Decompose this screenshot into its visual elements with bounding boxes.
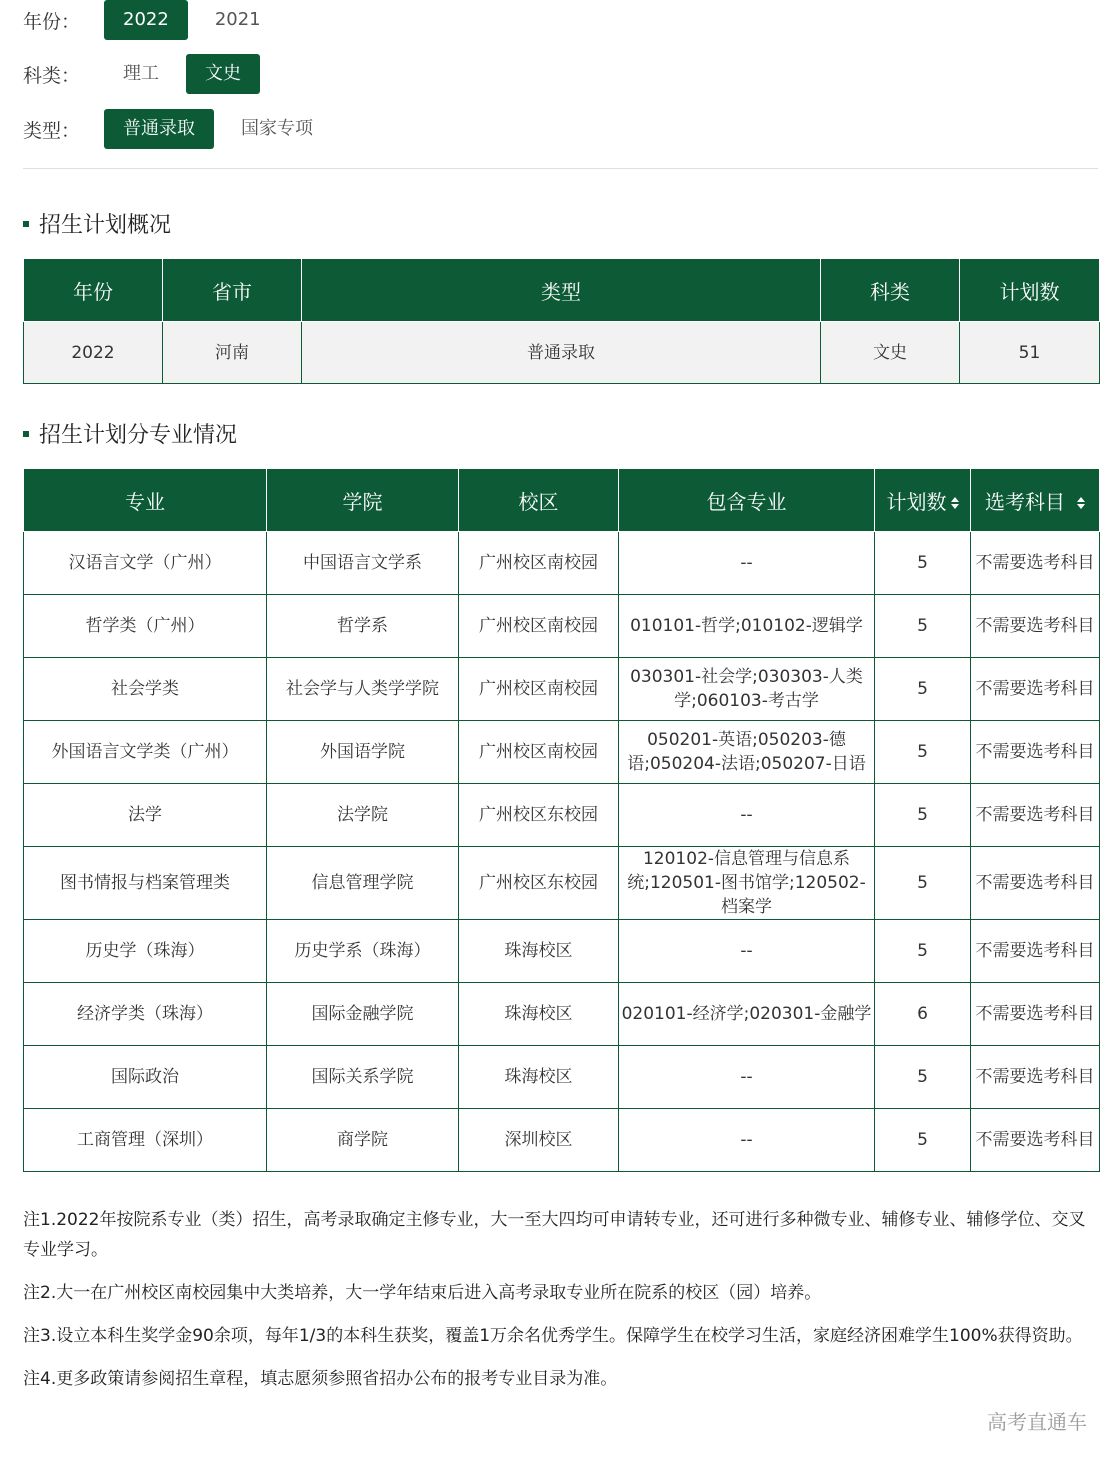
year-option-2021[interactable]: 2021 — [214, 9, 261, 30]
cell-college: 外国语学院 — [267, 721, 459, 784]
cell-included-majors: 020101-经济学;020301-金融学 — [619, 983, 875, 1046]
cell-major: 经济学类（珠海） — [24, 983, 267, 1046]
cell-included-majors: 120102-信息管理与信息系统;120501-图书馆学;120502-档案学 — [619, 847, 875, 920]
overview-title-text: 招生计划概况 — [39, 213, 172, 238]
table-row — [24, 721, 1100, 784]
cell-plan-count: 5 — [875, 920, 971, 983]
table-row — [24, 847, 1100, 920]
bullet-icon — [23, 221, 29, 227]
cell-college: 中国语言文学系 — [267, 532, 459, 595]
cell-plan-count: 5 — [875, 532, 971, 595]
majors-header-major: 专业 — [24, 469, 267, 532]
cell-major: 外国语言文学类（广州） — [24, 721, 267, 784]
year-option-2022[interactable]: 2022 — [104, 0, 188, 40]
majors-section-title — [23, 418, 237, 449]
cell-plan-count: 5 — [875, 847, 971, 920]
cell-plan-count: 5 — [875, 721, 971, 784]
cell-subjects: 不需要选考科目 — [971, 721, 1100, 784]
cell-subjects: 不需要选考科目 — [971, 983, 1100, 1046]
overview-header-row — [24, 259, 1100, 322]
cell-subjects: 不需要选考科目 — [971, 532, 1100, 595]
bullet-icon — [23, 431, 29, 437]
cell-campus: 珠海校区 — [459, 983, 619, 1046]
cell-major: 法学 — [24, 784, 267, 847]
overview-header-plan-count: 计划数 — [960, 259, 1100, 322]
majors-title-text: 招生计划分专业情况 — [39, 423, 238, 448]
category-option-science[interactable]: 理工 — [123, 63, 159, 84]
majors-header-included: 包含专业 — [619, 469, 875, 532]
filter-year-label: 年份： — [23, 10, 81, 33]
table-row — [24, 920, 1100, 983]
filter-type-label: 类型： — [23, 119, 81, 142]
cell-included-majors: -- — [619, 784, 875, 847]
plan-count-header-text: 计划数 — [886, 489, 947, 514]
overview-header-year: 年份 — [24, 259, 163, 322]
cell-campus: 珠海校区 — [459, 920, 619, 983]
cell-college: 国际金融学院 — [267, 983, 459, 1046]
cell-included-majors: -- — [619, 1046, 875, 1109]
filter-category — [23, 54, 268, 94]
note-item: 注3.设立本科生奖学金90余项，每年1/3的本科生获奖，覆盖1万余名优秀学生。保障学生在校学习生活，家庭经济困难学生100%获得资助。 — [23, 1326, 1083, 1346]
filter-divider — [23, 168, 1098, 169]
table-row — [24, 658, 1100, 721]
majors-table — [23, 468, 1100, 1172]
overview-cell-type: 普通录取 — [302, 322, 821, 384]
majors-header-plan-count[interactable] — [875, 469, 971, 532]
cell-campus: 广州校区南校园 — [459, 721, 619, 784]
cell-plan-count: 5 — [875, 1109, 971, 1172]
cell-subjects: 不需要选考科目 — [971, 1109, 1100, 1172]
table-row — [24, 532, 1100, 595]
filter-type — [23, 109, 340, 149]
cell-college: 历史学系（珠海） — [267, 920, 459, 983]
cell-subjects: 不需要选考科目 — [971, 784, 1100, 847]
overview-table — [23, 258, 1100, 384]
table-row — [24, 983, 1100, 1046]
cell-college: 哲学系 — [267, 595, 459, 658]
cell-included-majors: 010101-哲学;010102-逻辑学 — [619, 595, 875, 658]
majors-body — [24, 532, 1100, 1172]
cell-included-majors: -- — [619, 532, 875, 595]
cell-major: 图书情报与档案管理类 — [24, 847, 267, 920]
cell-college: 信息管理学院 — [267, 847, 459, 920]
cell-plan-count: 6 — [875, 983, 971, 1046]
overview-header-province: 省市 — [163, 259, 302, 322]
overview-cell-province: 河南 — [163, 322, 302, 384]
cell-campus: 广州校区南校园 — [459, 532, 619, 595]
notes — [23, 1205, 1098, 1407]
cell-major: 社会学类 — [24, 658, 267, 721]
cell-campus: 广州校区南校园 — [459, 595, 619, 658]
cell-college: 社会学与人类学学院 — [267, 658, 459, 721]
watermark: 高考直通车 — [987, 1410, 1087, 1434]
cell-college: 商学院 — [267, 1109, 459, 1172]
cell-major: 历史学（珠海） — [24, 920, 267, 983]
cell-subjects: 不需要选考科目 — [971, 920, 1100, 983]
cell-subjects: 不需要选考科目 — [971, 658, 1100, 721]
sort-icon[interactable] — [1077, 497, 1085, 509]
sort-icon[interactable] — [951, 497, 959, 509]
table-row — [24, 784, 1100, 847]
majors-header-row — [24, 469, 1100, 532]
cell-college: 国际关系学院 — [267, 1046, 459, 1109]
overview-cell-plan-count: 51 — [960, 322, 1100, 384]
cell-subjects: 不需要选考科目 — [971, 847, 1100, 920]
cell-major: 国际政治 — [24, 1046, 267, 1109]
cell-included-majors: -- — [619, 1109, 875, 1172]
table-row — [24, 1109, 1100, 1172]
note-item: 注2.大一在广州校区南校园集中大类培养，大一学年结束后进入高考录取专业所在院系的校区（园）培养。 — [23, 1283, 822, 1303]
overview-cell-category: 文史 — [821, 322, 960, 384]
filter-year — [23, 0, 288, 40]
cell-campus: 深圳校区 — [459, 1109, 619, 1172]
cell-campus: 广州校区南校园 — [459, 658, 619, 721]
majors-header-campus: 校区 — [459, 469, 619, 532]
table-row — [24, 595, 1100, 658]
category-option-liberal-arts[interactable]: 文史 — [186, 54, 260, 94]
cell-included-majors: 030301-社会学;030303-人类学;060103-考古学 — [619, 658, 875, 721]
cell-subjects: 不需要选考科目 — [971, 1046, 1100, 1109]
cell-campus: 广州校区东校园 — [459, 847, 619, 920]
note-item: 注1.2022年按院系专业（类）招生，高考录取确定主修专业，大一至大四均可申请转专业，还可进行多种微专业、辅修专业、辅修学位、交叉专业学习。 — [23, 1210, 1086, 1260]
overview-section-title — [23, 208, 171, 239]
cell-campus: 珠海校区 — [459, 1046, 619, 1109]
cell-college: 法学院 — [267, 784, 459, 847]
table-row — [24, 1046, 1100, 1109]
cell-major: 哲学类（广州） — [24, 595, 267, 658]
cell-included-majors: -- — [619, 920, 875, 983]
overview-cell-year: 2022 — [24, 322, 163, 384]
overview-header-category: 科类 — [821, 259, 960, 322]
majors-header-subjects[interactable] — [971, 469, 1100, 532]
cell-plan-count: 5 — [875, 658, 971, 721]
majors-header-college: 学院 — [267, 469, 459, 532]
cell-major: 汉语言文学（广州） — [24, 532, 267, 595]
type-option-national-special[interactable]: 国家专项 — [241, 118, 313, 139]
type-option-regular[interactable]: 普通录取 — [104, 109, 214, 149]
filter-category-label: 科类： — [23, 64, 81, 87]
cell-subjects: 不需要选考科目 — [971, 595, 1100, 658]
cell-plan-count: 5 — [875, 1046, 971, 1109]
overview-header-type: 类型 — [302, 259, 821, 322]
overview-row — [24, 322, 1100, 384]
cell-included-majors: 050201-英语;050203-德语;050204-法语;050207-日语 — [619, 721, 875, 784]
cell-plan-count: 5 — [875, 784, 971, 847]
cell-plan-count: 5 — [875, 595, 971, 658]
cell-campus: 广州校区东校园 — [459, 784, 619, 847]
cell-major: 工商管理（深圳） — [24, 1109, 267, 1172]
subjects-header-text: 选考科目 — [985, 489, 1065, 514]
note-item: 注4.更多政策请参阅招生章程，填志愿须参照省招办公布的报考专业目录为准。 — [23, 1369, 618, 1389]
